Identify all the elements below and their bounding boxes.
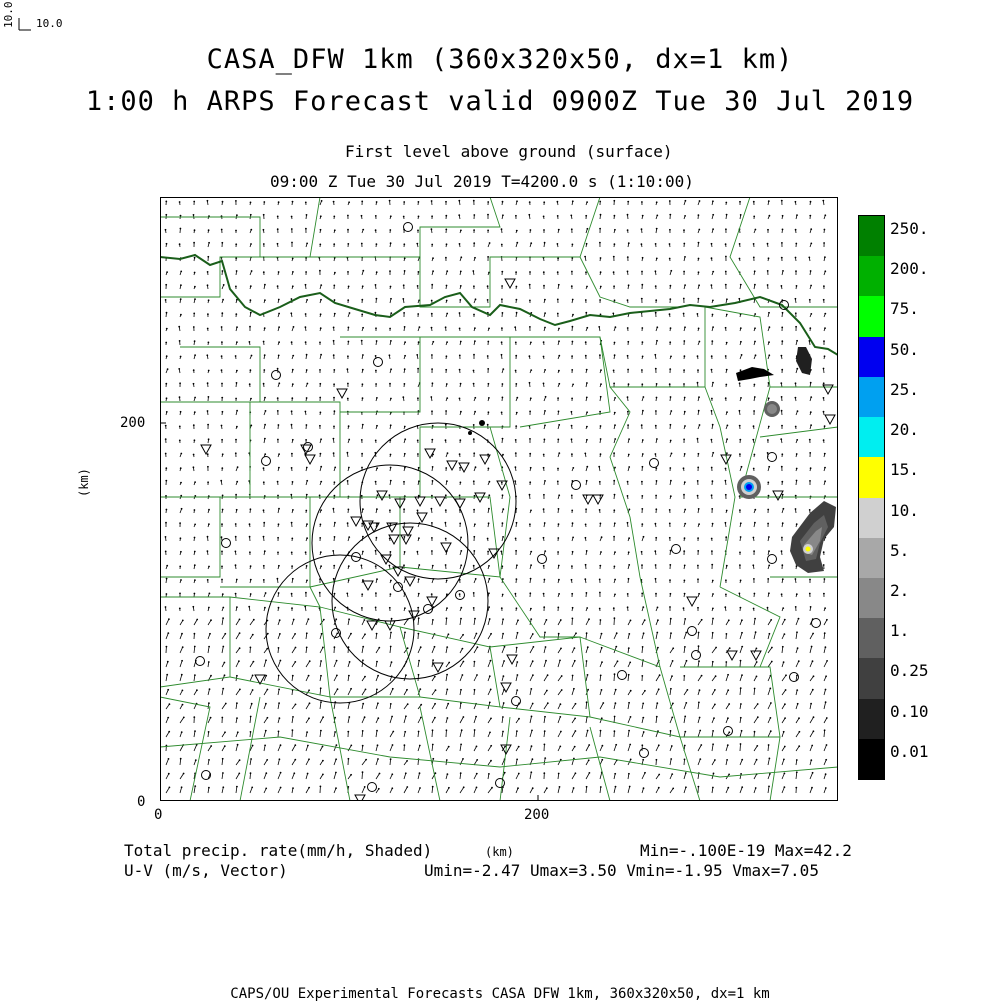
x-tick-0: 0: [154, 808, 162, 822]
legend-level-label: 200.: [890, 261, 929, 277]
vector-reference-x-label: 10.0: [36, 17, 63, 30]
chart-title-line2: 1:00 h ARPS Forecast valid 0900Z Tue 30 Jul 2019: [0, 88, 1000, 115]
legend-level-label: 1.: [890, 623, 909, 639]
legend-level-label: 25.: [890, 382, 919, 398]
legend-level-label: 5.: [890, 543, 909, 559]
vector-reference-y-label: 10.0: [2, 2, 15, 29]
legend-color-box: [859, 216, 884, 257]
legend-level-label: 0.10: [890, 704, 929, 720]
color-scale-legend: [858, 215, 885, 780]
x-axis-label: (km): [485, 846, 514, 858]
y-axis-label: (km): [78, 468, 90, 497]
legend-level-label: 50.: [890, 342, 919, 358]
legend-color-box: [859, 699, 884, 740]
wind-min-max: Umin=-2.47 Umax=3.50 Vmin=-1.95 Vmax=7.05: [424, 863, 819, 879]
legend-color-box: [859, 457, 884, 498]
legend-level-label: 15.: [890, 462, 919, 478]
legend-level-label: 10.: [890, 503, 919, 519]
shaded-field-label: Total precip. rate(mm/h, Shaded): [124, 843, 432, 859]
legend-level-label: 20.: [890, 422, 919, 438]
legend-color-box: [859, 377, 884, 418]
x-tick-200: 200: [524, 808, 549, 822]
legend-level-label: 0.01: [890, 744, 929, 760]
precip-min-max: Min=-.100E-19 Max=42.2: [640, 843, 852, 859]
legend-color-box: [859, 256, 884, 297]
legend-color-box: [859, 337, 884, 378]
legend-color-box: [859, 658, 884, 699]
legend-color-box: [859, 618, 884, 659]
legend-level-label: 250.: [890, 221, 929, 237]
legend-color-box: [859, 296, 884, 337]
vector-reference-key: [0, 0, 70, 32]
legend-color-box: [859, 578, 884, 619]
legend-level-label: 2.: [890, 583, 909, 599]
level-subtitle: First level above ground (surface): [345, 144, 673, 160]
legend-color-box: [859, 538, 884, 579]
footer-credit: CAPS/OU Experimental Forecasts CASA DFW 1km, 360x320x50, dx=1 km: [0, 987, 1000, 1001]
legend-color-box: [859, 498, 884, 539]
legend-color-box: [859, 417, 884, 458]
legend-level-label: 75.: [890, 301, 919, 317]
chart-title-line1: CASA_DFW 1km (360x320x50, dx=1 km): [0, 46, 1000, 73]
legend-level-label: 0.25: [890, 663, 929, 679]
forecast-map: [160, 197, 838, 801]
y-tick-0: 0: [137, 795, 145, 809]
y-tick-200: 200: [120, 416, 145, 430]
vector-field-label: U-V (m/s, Vector): [124, 863, 288, 879]
legend-color-box: [859, 739, 884, 780]
valid-time-line: 09:00 Z Tue 30 Jul 2019 T=4200.0 s (1:10:00): [270, 174, 694, 190]
